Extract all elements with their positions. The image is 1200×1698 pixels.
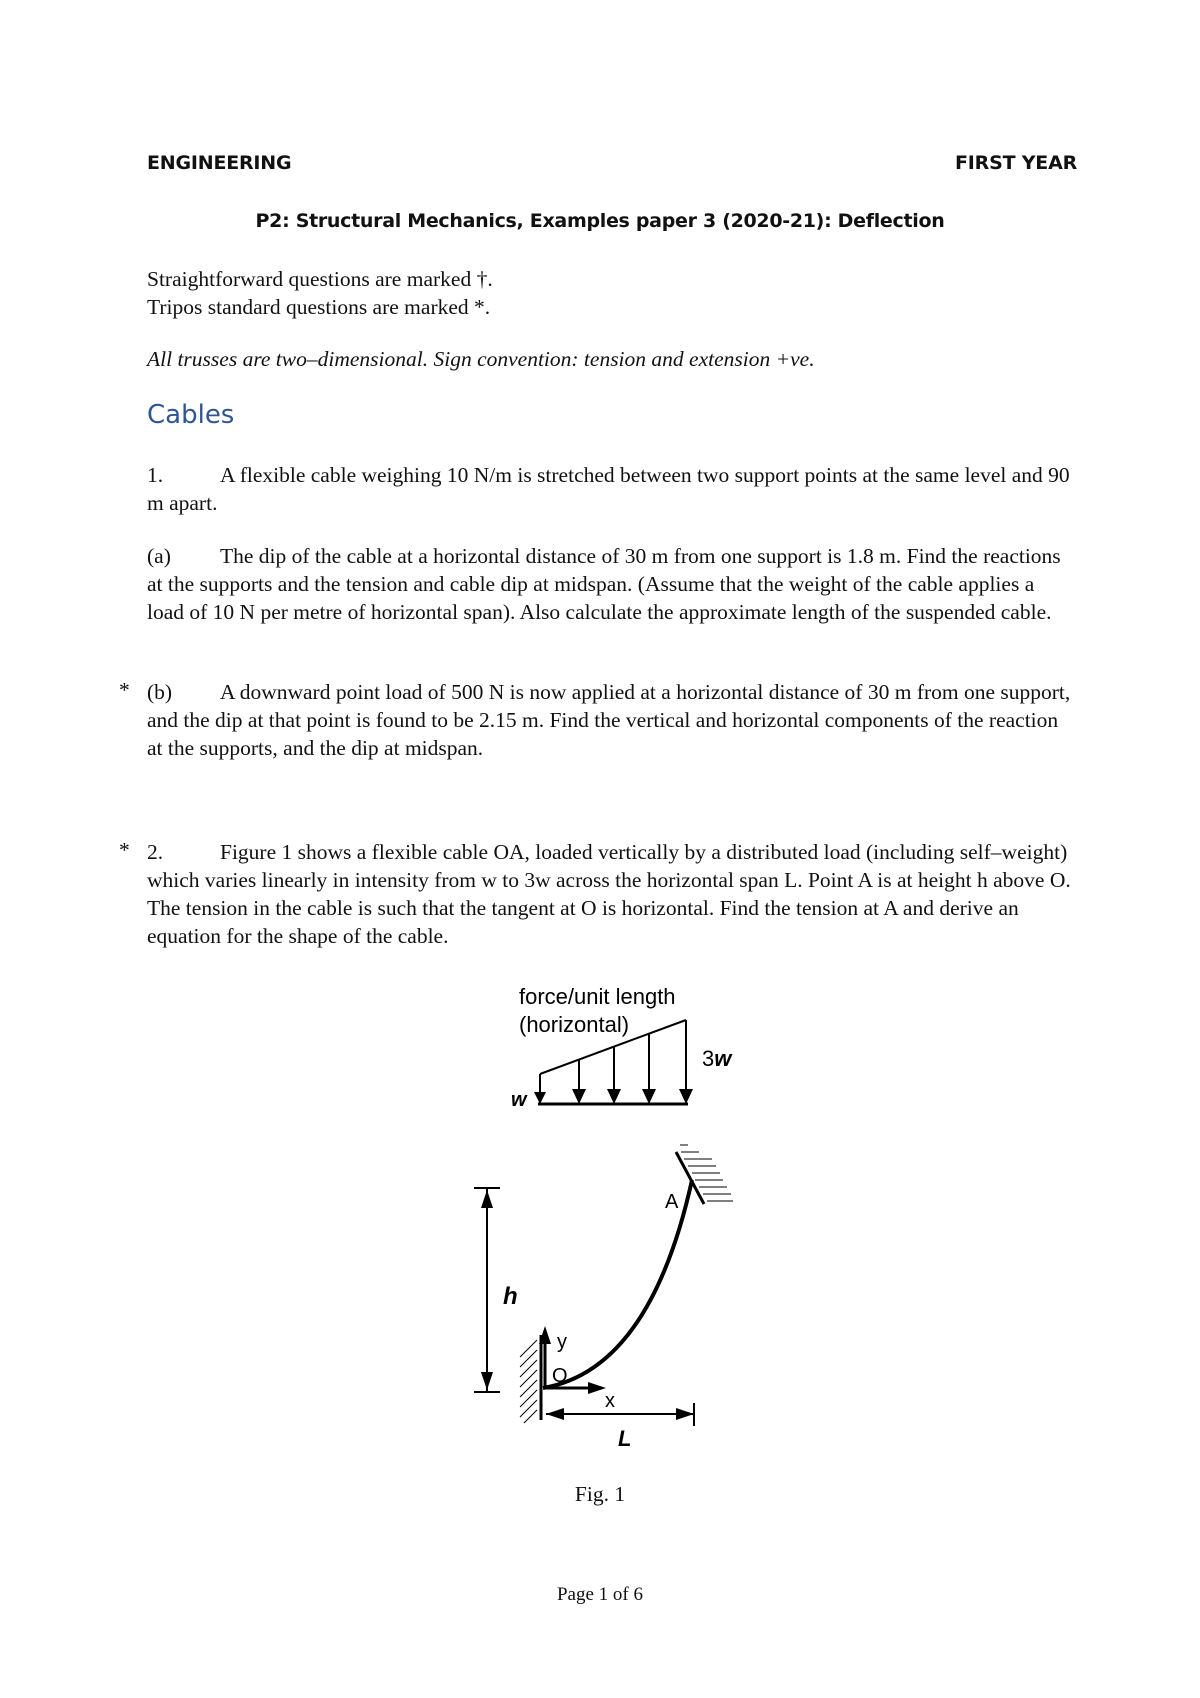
- intro-line-1: Straightforward questions are marked †.: [147, 267, 493, 291]
- label-y: y: [557, 1331, 567, 1353]
- section-title: Cables: [147, 400, 235, 430]
- dimension-l: [546, 1403, 694, 1426]
- header-left: ENGINEERING: [147, 152, 292, 174]
- load-diagram: [511, 984, 733, 1111]
- question-1-number: 1.: [147, 463, 164, 487]
- sign-convention: All trusses are two–dimensional. Sign convention: tension and extension +ve.: [147, 347, 815, 371]
- label-o: O: [552, 1365, 568, 1387]
- load-label-1: force/unit length: [519, 984, 676, 1009]
- label-h: h: [503, 1283, 518, 1310]
- paper-title: P2: Structural Mechanics, Examples paper 3 (2020-21): Deflection: [255, 210, 945, 232]
- load-label-2: (horizontal): [519, 1012, 630, 1037]
- question-2-text: Figure 1 shows a flexible cable OA, loaded vertically by a distributed load (including self–weight) which varies linearly in intensity from w to 3w across the horizontal span L. Point A is at height h above O. The tension in the cable is such that the tangent at O is horizontal. Find the tension at A and derive an equation for the shape of the cable.: [147, 840, 1071, 948]
- question-1b-label: (b): [147, 680, 173, 704]
- dimension-h: [474, 1188, 500, 1392]
- question-1-text: A flexible cable weighing 10 N/m is stretched between two support points at the same level and 90 m apart.: [147, 463, 1070, 515]
- question-2-number: 2.: [147, 840, 164, 864]
- label-w: w: [511, 1089, 527, 1111]
- label-l: L: [618, 1426, 632, 1451]
- question-1a-label: (a): [147, 544, 171, 568]
- question-1a-text: The dip of the cable at a horizontal distance of 30 m from one support is 1.8 m. Find the reactions at the supports and the tension and cable dip at midspan. (Assume that the weight of the cable applies a load of 10 N per metre of horizontal span). Also calculate the approximate length of the suspended cable.: [147, 544, 1061, 624]
- header-right: FIRST YEAR: [955, 152, 1078, 174]
- label-3w: 3w: [702, 1046, 732, 1071]
- label-x: x: [605, 1390, 615, 1412]
- support-o: [520, 1335, 541, 1423]
- load-arrowhead: [642, 1089, 656, 1104]
- axes: [539, 1326, 606, 1394]
- load-arrowhead: [679, 1089, 693, 1104]
- label-a: A: [665, 1191, 679, 1213]
- question-2-marker: *: [119, 838, 130, 862]
- intro-line-2: Tripos standard questions are marked *.: [147, 295, 491, 319]
- support-a: [676, 1145, 733, 1204]
- figure-caption: Fig. 1: [574, 1482, 626, 1506]
- question-1b-marker: *: [119, 678, 130, 702]
- load-arrowhead: [572, 1089, 586, 1104]
- load-arrowhead: [534, 1092, 546, 1104]
- load-arrowhead: [607, 1089, 621, 1104]
- page-number: Page 1 of 6: [556, 1584, 643, 1605]
- question-1b-text: A downward point load of 500 N is now applied at a horizontal distance of 30 m from one support, and the dip at that point is found to be 2.15 m. Find the vertical and horizontal components of the reaction at the supports, and the dip at midspan.: [147, 680, 1071, 760]
